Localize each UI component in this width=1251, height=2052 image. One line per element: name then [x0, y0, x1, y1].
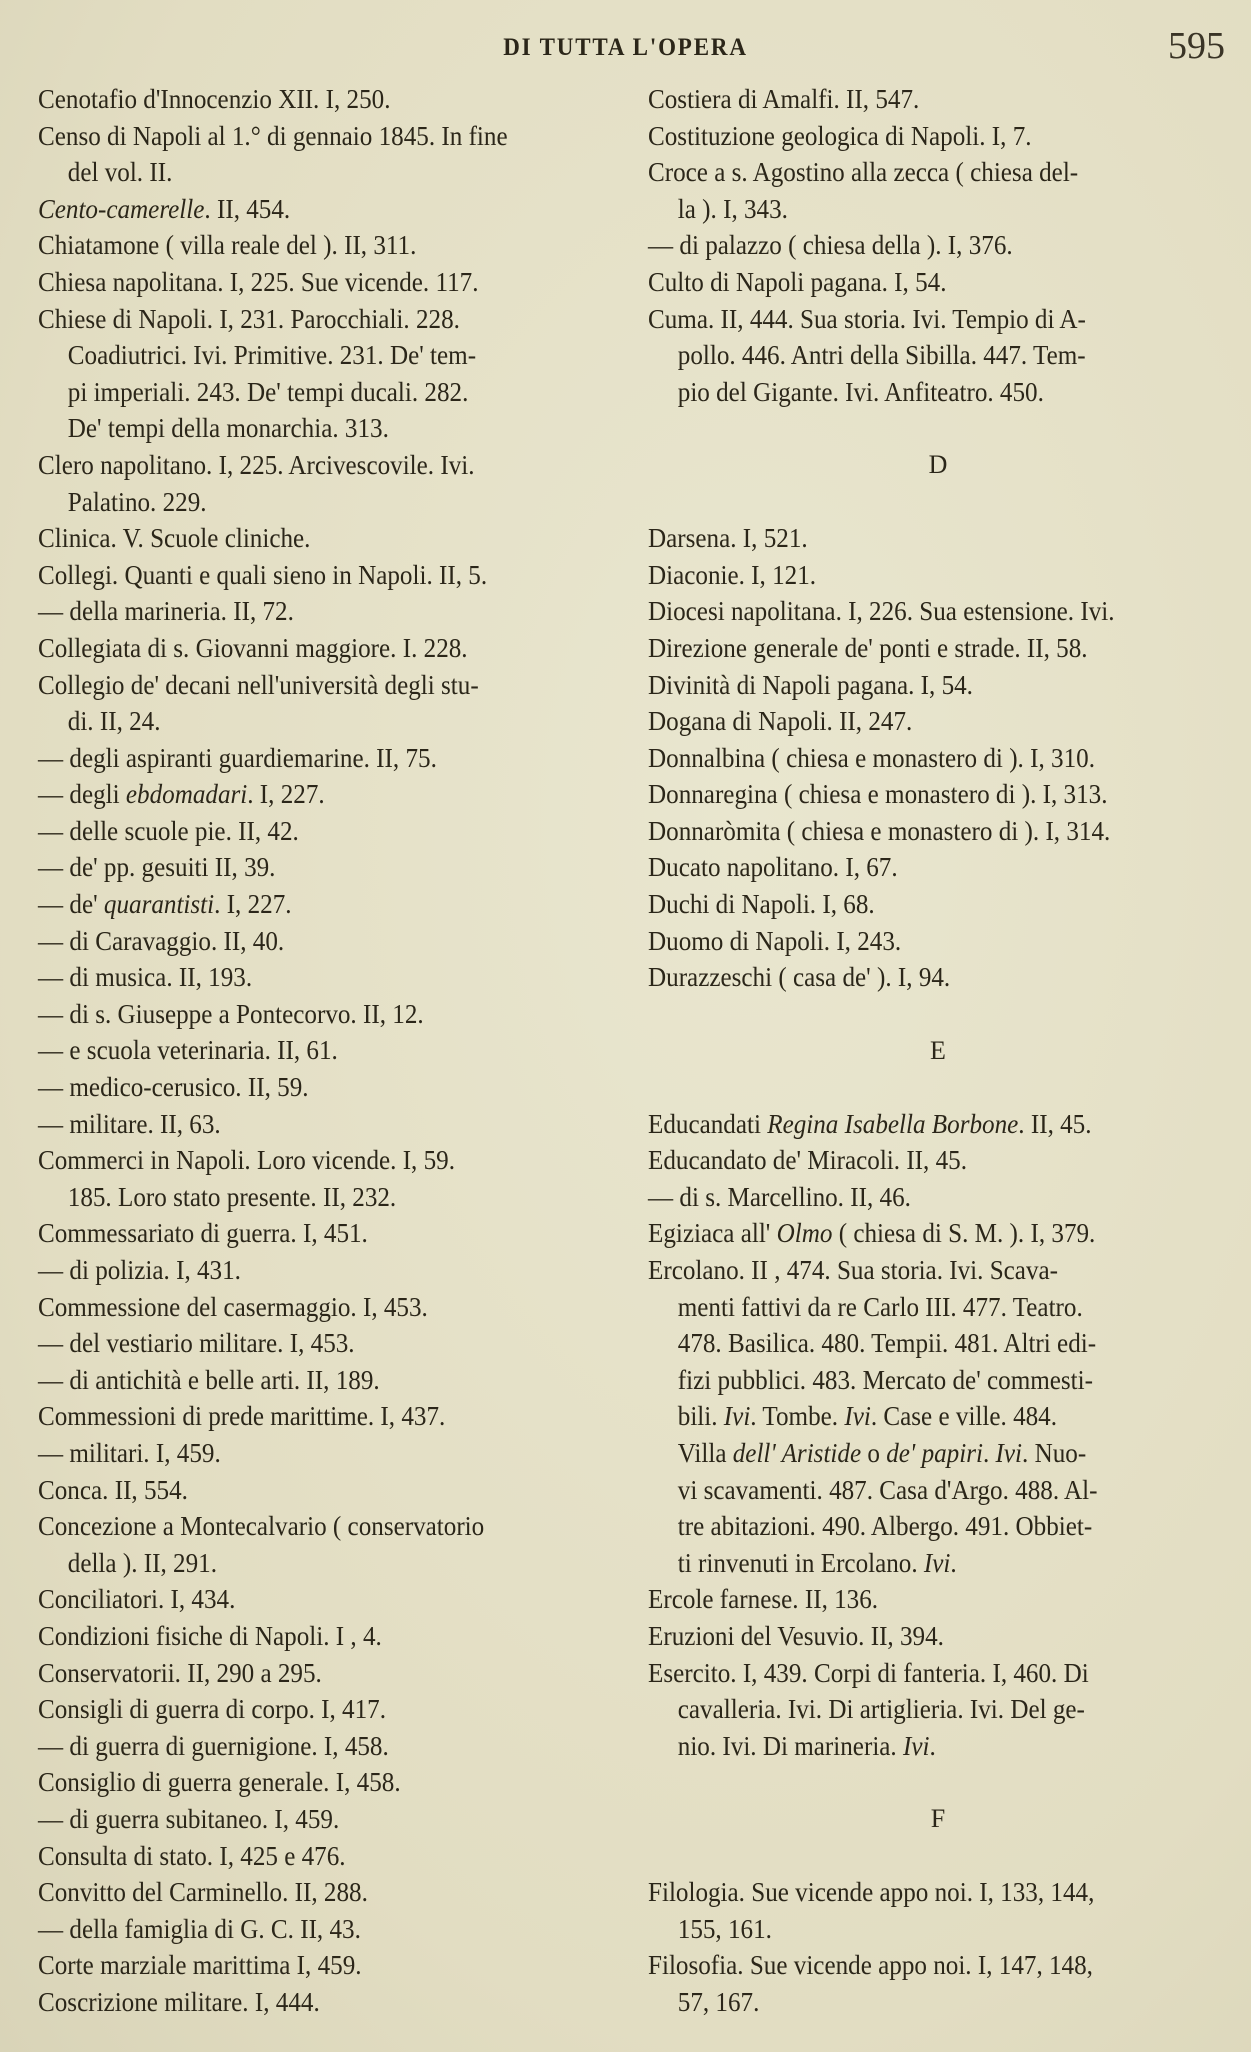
- italic-text: Ivi: [844, 1401, 871, 1432]
- entry-text: Costituzione geologica di Napoli. I, 7.: [648, 120, 1032, 151]
- index-entry: [648, 886, 1248, 923]
- index-entry-line: [648, 959, 1206, 996]
- entry-text: — di antichità e belle arti. II, 189.: [38, 1364, 380, 1395]
- index-entry-line: [648, 1874, 1206, 1911]
- entry-text: Collegio de' decani nell'università degli stu-: [38, 669, 479, 700]
- index-entry-line: [648, 1142, 1206, 1179]
- index-entry-continuation-line: [648, 337, 1206, 374]
- index-entry: [648, 118, 1248, 155]
- entry-text: Villa: [677, 1438, 733, 1468]
- entry-text: Filologia. Sue vicende appo noi. I, 133, 144,: [648, 1877, 1095, 1908]
- index-entry-continuation-line: [38, 703, 596, 740]
- index-entry-line: [648, 1655, 1206, 1692]
- index-entry: [648, 1618, 1248, 1655]
- index-entry: [648, 154, 1248, 227]
- index-entry: [38, 1289, 638, 1326]
- index-entry-line: [38, 1801, 596, 1838]
- entry-text: Dogana di Napoli. II, 247.: [648, 706, 913, 737]
- entry-text: — di musica. II, 193.: [38, 962, 253, 993]
- entry-text: . Case e ville. 484.: [870, 1401, 1058, 1432]
- entry-text: — e scuola veterinaria. II, 61.: [38, 1035, 338, 1066]
- entry-text: .: [929, 1730, 936, 1761]
- index-entry-line: [38, 1947, 596, 1984]
- index-entry: [648, 923, 1248, 960]
- entry-text: Commessariato di guerra. I, 451.: [38, 1218, 368, 1249]
- index-entry-line: [648, 118, 1206, 155]
- entry-text: Chiesa napolitana. I, 225. Sue vicende. 117.: [38, 266, 479, 297]
- index-entry: [38, 1874, 638, 1911]
- italic-text: ebdomadari: [125, 779, 248, 810]
- index-entry: [38, 1508, 638, 1581]
- entry-text: Costiera di Amalfi. II, 547.: [648, 84, 920, 114]
- index-entry: [38, 1691, 638, 1728]
- index-entry: [648, 776, 1248, 813]
- index-entry-line: [648, 667, 1206, 704]
- entry-text: Educandato de' Miracoli. II, 45.: [648, 1145, 967, 1176]
- index-entry: [648, 557, 1248, 594]
- index-entry: [38, 1142, 638, 1215]
- entry-text: Eruzioni del Vesuvio. II, 394.: [648, 1620, 944, 1651]
- index-entry: [648, 1215, 1248, 1252]
- index-entry-line: [648, 81, 1206, 118]
- index-entry-continuation-line: [648, 1289, 1206, 1326]
- index-entry: [648, 1179, 1248, 1216]
- index-entry: [38, 1435, 638, 1472]
- entry-text: cavalleria. Ivi. Di artiglieria. Ivi. Del ge-: [677, 1694, 1085, 1725]
- index-entry-line: [648, 1252, 1206, 1289]
- index-entry: [38, 1984, 638, 2021]
- index-entry: [38, 1618, 638, 1655]
- index-entry-line: [648, 1179, 1206, 1216]
- entry-text: Corte marziale marittima I, 459.: [38, 1950, 362, 1981]
- index-entry-line: [648, 849, 1206, 886]
- index-entry: [648, 1106, 1248, 1143]
- index-entry: [648, 593, 1248, 630]
- index-entry-line: [38, 1032, 596, 1069]
- index-entry: [38, 264, 638, 301]
- index-entry: [38, 227, 638, 264]
- entry-text: Donnaregina ( chiesa e monastero di ). I, 313.: [648, 779, 1108, 810]
- entry-text: Clinica. V. Scuole cliniche.: [38, 523, 311, 554]
- entry-text: — di guerra di guernigione. I, 458.: [38, 1730, 389, 1761]
- index-entry-line: [38, 264, 596, 301]
- index-entry-continuation-line: [648, 1691, 1206, 1728]
- index-entry-line: [38, 1289, 596, 1326]
- index-entry-line: [38, 959, 596, 996]
- entry-text: Commerci in Napoli. Loro vicende. I, 59.: [38, 1145, 456, 1176]
- index-entry: [38, 776, 638, 813]
- entry-text: Conca. II, 554.: [38, 1474, 188, 1505]
- entry-text: pollo. 446. Antri della Sibilla. 447. Tem-: [677, 340, 1086, 371]
- index-entry-continuation-line: [648, 1325, 1206, 1362]
- entry-text: menti fattivi da re Carlo III. 477. Teatro.: [677, 1291, 1083, 1322]
- index-entry-line: [648, 776, 1206, 813]
- index-entry: [648, 740, 1248, 777]
- entry-text: 155, 161.: [677, 1913, 772, 1944]
- index-entry-continuation-line: [38, 410, 596, 447]
- index-entry: [38, 1472, 638, 1509]
- index-entry: [648, 959, 1248, 996]
- entry-text: Direzione generale de' ponti e strade. II, 58.: [648, 632, 1088, 663]
- index-entry-line: [38, 1874, 596, 1911]
- entry-text: Diaconie. I, 121.: [648, 559, 817, 590]
- index-entry: [38, 1728, 638, 1765]
- index-entry-continuation-line: [38, 1179, 596, 1216]
- index-entry-line: [38, 1618, 596, 1655]
- index-entry: [38, 1947, 638, 1984]
- index-entry-line: [648, 1106, 1206, 1143]
- index-entry: [38, 1252, 638, 1289]
- index-entry-line: [648, 520, 1206, 557]
- index-entry-line: [38, 1581, 596, 1618]
- entry-text: Consiglio di guerra generale. I, 458.: [38, 1767, 401, 1798]
- entry-text: Conciliatori. I, 434.: [38, 1584, 236, 1615]
- index-entry-line: [648, 593, 1206, 630]
- index-entry-line: [38, 1655, 596, 1692]
- index-entry-line: [38, 1106, 596, 1143]
- index-entry-line: [38, 923, 596, 960]
- index-entry-line: [38, 1398, 596, 1435]
- entry-text: — di palazzo ( chiesa della ). I, 376.: [648, 230, 1013, 261]
- index-entry: [38, 849, 638, 886]
- index-entry-line: [38, 227, 596, 264]
- index-entry-line: [38, 1728, 596, 1765]
- index-entry: [38, 1069, 638, 1106]
- index-entry-line: [38, 1838, 596, 1875]
- entry-text: — medico-cerusico. II, 59.: [38, 1072, 309, 1103]
- index-entry-line: [648, 301, 1206, 338]
- index-entry-line: [38, 191, 596, 228]
- entry-text: . I, 227.: [247, 779, 325, 810]
- entry-text: tre abitazioni. 490. Albergo. 491. Obbiet-: [677, 1511, 1093, 1542]
- index-entry-continuation-line: [648, 1398, 1206, 1435]
- running-title: DI TUTTA L'OPERA: [503, 34, 748, 61]
- index-entry-line: [648, 923, 1206, 960]
- index-entry: [648, 227, 1248, 264]
- index-entry: [38, 301, 638, 447]
- entry-text: Convitto del Carminello. II, 288.: [38, 1877, 368, 1908]
- index-entry-line: [38, 1764, 596, 1801]
- page-number: 595: [1168, 25, 1225, 67]
- index-entry: [648, 1142, 1248, 1179]
- italic-text: Ivi: [902, 1730, 930, 1761]
- entry-text: Darsena. I, 521.: [648, 523, 808, 554]
- entry-text: Collegiata di s. Giovanni maggiore. I. 228.: [38, 632, 468, 663]
- index-entry-line: [38, 301, 596, 338]
- index-entry-line: [38, 593, 596, 630]
- entry-text: Concezione a Montecalvario ( conservatorio: [38, 1511, 485, 1542]
- entry-text: Filosofia. Sue vicende appo noi. I, 147, 148,: [648, 1950, 1093, 1981]
- entry-text: — militari. I, 459.: [38, 1437, 221, 1468]
- entry-text: Duomo di Napoli. I, 243.: [648, 925, 902, 956]
- index-entry: [648, 703, 1248, 740]
- entry-text: Coadiutrici. Ivi. Primitive. 231. De' tem-: [67, 340, 477, 371]
- entry-text: ( chiesa di S. M. ). I, 379.: [832, 1218, 1096, 1249]
- entry-text: Ercolano. II , 474. Sua storia. Ivi. Scava-: [648, 1255, 1059, 1286]
- section-letter-heading: D: [928, 450, 948, 480]
- index-entry: [38, 813, 638, 850]
- index-entry-line: [38, 1252, 596, 1289]
- index-entry-continuation-line: [38, 154, 596, 191]
- entry-text: — delle scuole pie. II, 42.: [38, 815, 299, 846]
- italic-text: Ivi: [995, 1438, 1023, 1468]
- entry-text: . Tombe.: [750, 1401, 845, 1432]
- index-entry: [38, 1325, 638, 1362]
- entry-text: di. II, 24.: [67, 706, 161, 737]
- entry-text: Clero napolitano. I, 225. Arcivescovile. Ivi.: [38, 449, 475, 480]
- index-entry: [38, 1911, 638, 1948]
- entry-text: — di s. Giuseppe a Pontecorvo. II, 12.: [38, 998, 424, 1029]
- index-entry-continuation-line: [648, 1435, 1206, 1472]
- italic-text: Cento-camerelle: [38, 193, 205, 224]
- index-entry-line: [38, 996, 596, 1033]
- index-entry: [38, 1362, 638, 1399]
- italic-text: Ivi: [923, 1547, 951, 1578]
- index-entry-continuation-line: [648, 1508, 1206, 1545]
- index-entry: [38, 630, 638, 667]
- index-entry-continuation-line: [38, 374, 596, 411]
- index-entry: [38, 1398, 638, 1435]
- index-entry-line: [38, 886, 596, 923]
- index-entry-line: [38, 1215, 596, 1252]
- index-entry-continuation-line: [648, 1362, 1206, 1399]
- index-entry-continuation-line: [38, 484, 596, 521]
- index-entry: [38, 1655, 638, 1692]
- index-entry-line: [38, 1911, 596, 1948]
- index-entry: [38, 1581, 638, 1618]
- entry-text: pio del Gigante. Ivi. Anfiteatro. 450.: [677, 376, 1044, 407]
- index-entry-line: [38, 813, 596, 850]
- entry-text: . II, 45.: [1018, 1108, 1092, 1139]
- index-entry: [648, 301, 1248, 411]
- index-entry-continuation-line: [38, 1545, 596, 1582]
- entry-text: 478. Basilica. 480. Tempii. 481. Altri edi-: [677, 1328, 1097, 1359]
- index-entry: [648, 1252, 1248, 1581]
- index-entry-line: [38, 118, 596, 155]
- index-entry-line: [38, 1508, 596, 1545]
- index-entry: [648, 1947, 1248, 2020]
- index-entry: [38, 520, 638, 557]
- entry-text: Palatino. 229.: [67, 486, 207, 517]
- entry-text: bili.: [677, 1401, 724, 1432]
- entry-text: Collegi. Quanti e quali sieno in Napoli. II, 5.: [38, 559, 488, 590]
- entry-text: Condizioni fisiche di Napoli. I , 4.: [38, 1620, 382, 1651]
- entry-text: Consulta di stato. I, 425 e 476.: [38, 1840, 346, 1871]
- index-entry-continuation-line: [648, 1984, 1206, 2021]
- entry-text: Culto di Napoli pagana. I, 54.: [648, 266, 947, 297]
- index-column-right: [648, 81, 1248, 2021]
- index-entry-line: [38, 447, 596, 484]
- index-entry: [38, 557, 638, 594]
- index-entry: [38, 667, 638, 740]
- entry-text: — del vestiario militare. I, 453.: [38, 1328, 355, 1359]
- index-entry-line: [38, 630, 596, 667]
- index-entry: [38, 923, 638, 960]
- entry-text: Croce a s. Agostino alla zecca ( chiesa del-: [648, 157, 1079, 188]
- index-entry-continuation-line: [648, 1545, 1206, 1582]
- entry-text: Censo di Napoli al 1.° di gennaio 1845. In fine: [38, 120, 508, 151]
- index-entry: [38, 996, 638, 1033]
- entry-text: Cenotafio d'Innocenzio XII. I, 250.: [38, 84, 391, 114]
- entry-text: .: [982, 1438, 996, 1468]
- entry-text: Egiziaca all': [648, 1218, 777, 1249]
- index-entry-line: [38, 849, 596, 886]
- index-entry: [38, 1838, 638, 1875]
- entry-text: ti rinvenuti in Ercolano.: [677, 1547, 924, 1578]
- entry-text: — della famiglia di G. C. II, 43.: [38, 1913, 361, 1944]
- index-entry-line: [38, 557, 596, 594]
- index-entry: [38, 118, 638, 191]
- entry-text: — de' pp. gesuiti II, 39.: [38, 852, 276, 883]
- index-column-left: [38, 81, 638, 2020]
- index-entry: [38, 447, 638, 520]
- entry-text: — di guerra subitaneo. I, 459.: [38, 1803, 340, 1834]
- index-entry: [38, 740, 638, 777]
- entry-text: — de': [38, 889, 104, 920]
- index-entry-line: [38, 1472, 596, 1509]
- index-entry-line: [648, 154, 1206, 191]
- index-entry-continuation-line: [648, 1472, 1206, 1509]
- entry-text: Educandati: [648, 1108, 768, 1139]
- entry-text: vi scavamenti. 487. Casa d'Argo. 488. Al-: [677, 1474, 1098, 1505]
- index-entry-line: [648, 1215, 1206, 1252]
- entry-text: pi imperiali. 243. De' tempi ducali. 282.: [67, 376, 469, 407]
- italic-text: de' papiri: [886, 1438, 983, 1468]
- entry-text: — degli aspiranti guardiemarine. II, 75.: [38, 742, 437, 773]
- section-letter-heading: E: [930, 1035, 946, 1065]
- entry-text: . I, 227.: [214, 889, 292, 920]
- entry-text: — di Caravaggio. II, 40.: [38, 925, 285, 956]
- entry-text: Divinità di Napoli pagana. I, 54.: [648, 669, 973, 700]
- index-entry-line: [38, 1984, 596, 2021]
- index-entry-line: [648, 1947, 1206, 1984]
- index-entry-continuation-line: [38, 337, 596, 374]
- entry-text: della ). II, 291.: [67, 1547, 217, 1578]
- section-letter-heading: F: [930, 1804, 946, 1834]
- entry-text: la ). I, 343.: [677, 193, 788, 224]
- index-entry: [648, 1874, 1248, 1947]
- index-entry: [38, 886, 638, 923]
- index-entry: [648, 1581, 1248, 1618]
- index-entry: [648, 520, 1248, 557]
- entry-text: . II, 454.: [204, 193, 291, 224]
- entry-text: o: [861, 1438, 887, 1468]
- index-entry: [648, 1655, 1248, 1765]
- index-entry-line: [38, 1691, 596, 1728]
- index-entry: [648, 81, 1248, 118]
- index-entry-line: [38, 740, 596, 777]
- index-entry-line: [648, 1618, 1206, 1655]
- index-entry-line: [38, 81, 596, 118]
- index-entry-line: [648, 264, 1206, 301]
- index-entry-line: [38, 1069, 596, 1106]
- index-entry-line: [648, 740, 1206, 777]
- index-entry: [648, 264, 1248, 301]
- index-entry-continuation-line: [648, 1911, 1206, 1948]
- entry-text: Consigli di guerra di corpo. I, 417.: [38, 1694, 387, 1725]
- entry-text: Donnalbina ( chiesa e monastero di ). I, 310.: [648, 742, 1095, 773]
- index-entry-line: [648, 886, 1206, 923]
- italic-text: dell' Aristide: [732, 1438, 862, 1468]
- index-entry: [648, 849, 1248, 886]
- italic-text: Ivi: [723, 1401, 751, 1432]
- index-entry-line: [648, 227, 1206, 264]
- entry-text: Duchi di Napoli. I, 68.: [648, 889, 875, 920]
- index-entry: [648, 630, 1248, 667]
- index-entry-continuation-line: [648, 1728, 1206, 1765]
- entry-text: fizi pubblici. 483. Mercato de' commesti-: [677, 1364, 1094, 1395]
- entry-text: De' tempi della monarchia. 313.: [67, 413, 389, 444]
- index-entry-line: [38, 1362, 596, 1399]
- index-entry: [38, 593, 638, 630]
- italic-text: Olmo: [776, 1218, 833, 1249]
- index-entry-line: [38, 520, 596, 557]
- entry-text: Durazzeschi ( casa de' ). I, 94.: [648, 962, 951, 993]
- entry-text: — di polizia. I, 431.: [38, 1255, 241, 1285]
- italic-text: Regina Isabella Borbone: [767, 1108, 1019, 1139]
- index-entry: [38, 1764, 638, 1801]
- entry-text: — di s. Marcellino. II, 46.: [648, 1181, 911, 1212]
- index-entry-line: [648, 813, 1206, 850]
- italic-text: quarantisti: [103, 889, 215, 920]
- entry-text: — militare. II, 63.: [38, 1108, 221, 1139]
- index-entry: [38, 1801, 638, 1838]
- entry-text: .: [950, 1547, 957, 1578]
- index-entry: [38, 959, 638, 996]
- entry-text: Cuma. II, 444. Sua storia. Ivi. Tempio di A-: [648, 303, 1086, 334]
- index-entry: [648, 813, 1248, 850]
- entry-text: Donnaròmita ( chiesa e monastero di ). I, 314.: [648, 815, 1111, 846]
- entry-text: Esercito. I, 439. Corpi di fanteria. I, 460. Di: [648, 1657, 1089, 1688]
- entry-text: nio. Ivi. Di marineria.: [677, 1730, 903, 1761]
- entry-text: 57, 167.: [677, 1986, 760, 2017]
- index-entry: [38, 1032, 638, 1069]
- entry-text: 185. Loro stato presente. II, 232.: [67, 1181, 397, 1212]
- entry-text: . Nuo-: [1022, 1438, 1087, 1468]
- entry-text: Chiatamone ( villa reale del ). II, 311.: [38, 230, 417, 261]
- index-entry-line: [648, 703, 1206, 740]
- index-entry: [648, 667, 1248, 704]
- index-entry-line: [38, 1142, 596, 1179]
- entry-text: Ducato napolitano. I, 67.: [648, 852, 898, 883]
- index-entry-continuation-line: [648, 374, 1206, 411]
- entry-text: — degli: [38, 779, 126, 810]
- entry-text: Chiese di Napoli. I, 231. Parocchiali. 228.: [38, 303, 460, 334]
- entry-text: Commessione del casermaggio. I, 453.: [38, 1291, 428, 1322]
- entry-text: — della marineria. II, 72.: [38, 596, 294, 627]
- index-entry: [38, 1106, 638, 1143]
- entry-text: Diocesi napolitana. I, 226. Sua estensione. Ivi.: [648, 596, 1115, 627]
- index-entry-line: [648, 1581, 1206, 1618]
- index-entry-continuation-line: [648, 191, 1206, 228]
- index-entry-line: [38, 1435, 596, 1472]
- index-entry-line: [38, 776, 596, 813]
- entry-text: Commessioni di prede marittime. I, 437.: [38, 1401, 446, 1432]
- entry-text: del vol. II.: [67, 157, 173, 188]
- entry-text: Coscrizione militare. I, 444.: [38, 1986, 320, 2017]
- index-entry-line: [648, 630, 1206, 667]
- index-entry-line: [648, 557, 1206, 594]
- index-entry: [38, 81, 638, 118]
- index-entry: [38, 1215, 638, 1252]
- index-entry-line: [38, 1325, 596, 1362]
- entry-text: Conservatorii. II, 290 a 295.: [38, 1657, 322, 1688]
- entry-text: Ercole farnese. II, 136.: [648, 1584, 879, 1615]
- index-entry: [38, 191, 638, 228]
- index-entry-line: [38, 667, 596, 704]
